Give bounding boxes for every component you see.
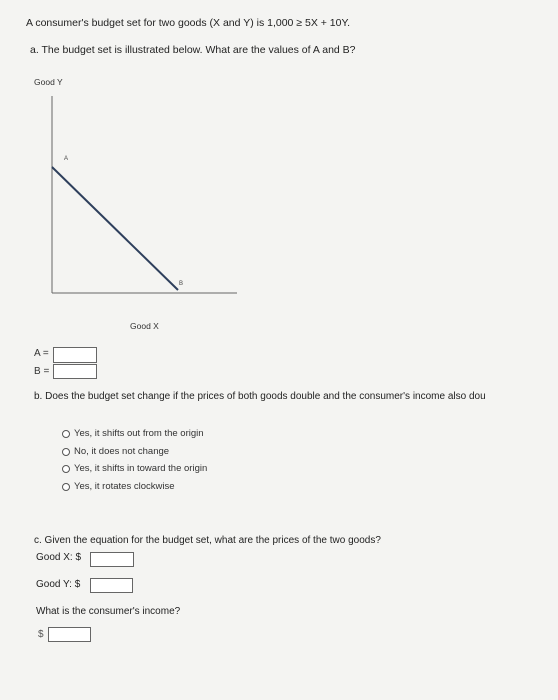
question-b: b. Does the budget set change if the prices of both goods double and the consumer's income also dou — [34, 391, 486, 402]
answer-b-label: B = — [34, 366, 50, 377]
radio-icon[interactable] — [62, 465, 70, 473]
income-dollar-sign: $ — [38, 629, 44, 640]
option-label: Yes, it shifts out from the origin — [74, 428, 204, 439]
good-x-price-input[interactable] — [90, 552, 134, 567]
income-question: What is the consumer's income? — [36, 606, 181, 617]
option-label: No, it does not change — [74, 446, 170, 457]
option-label: Yes, it shifts in toward the origin — [74, 463, 208, 474]
x-axis-label: Good X — [130, 321, 159, 331]
option-label: Yes, it rotates clockwise — [74, 481, 175, 492]
option-shift-out[interactable] — [62, 428, 204, 439]
income-input[interactable] — [48, 627, 91, 642]
good-y-price-label: Good Y: $ — [36, 579, 81, 590]
budget-line — [52, 167, 178, 290]
answer-a-input[interactable] — [53, 347, 97, 363]
option-no-change[interactable] — [62, 446, 169, 457]
answer-b-input[interactable] — [53, 364, 97, 379]
radio-icon[interactable] — [62, 430, 70, 438]
radio-icon[interactable] — [62, 483, 70, 491]
question-a: a. The budget set is illustrated below. What are the values of A and B? — [30, 44, 356, 56]
answer-a-label: A = — [34, 348, 49, 359]
radio-icon[interactable] — [62, 448, 70, 456]
point-a-label: A — [64, 156, 69, 162]
point-b-label: B — [179, 281, 184, 287]
problem-intro: A consumer's budget set for two goods (X and Y) is 1,000 ≥ 5X + 10Y. — [26, 17, 351, 29]
option-shift-in[interactable] — [62, 463, 207, 474]
y-axis-label: Good Y — [34, 77, 63, 87]
question-c: c. Given the equation for the budget set, what are the prices of the two goods? — [34, 535, 381, 546]
option-rotate-clockwise[interactable] — [62, 481, 175, 492]
good-x-price-label: Good X: $ — [36, 552, 82, 563]
good-y-price-input[interactable] — [90, 578, 133, 593]
